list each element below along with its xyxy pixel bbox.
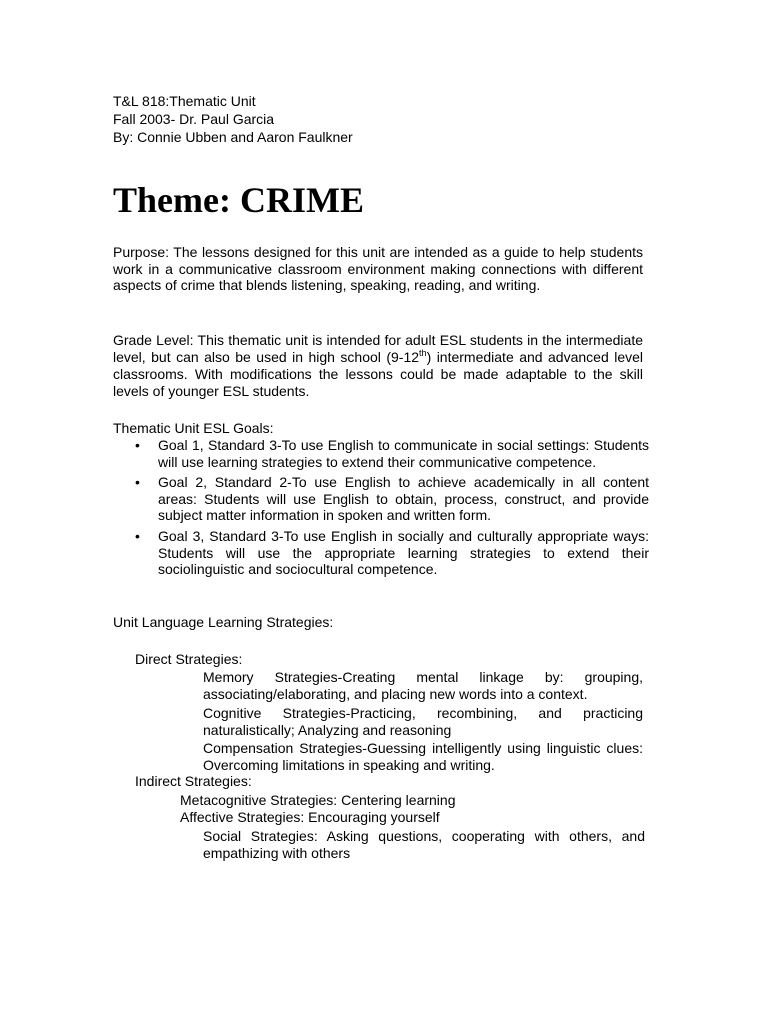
metacognitive-strategies: Metacognitive Strategies: Centering learning: [180, 792, 456, 808]
affective-strategies: Affective Strategies: Encouraging yourself: [180, 809, 440, 825]
term-instructor-line: Fall 2003- Dr. Paul Garcia: [113, 111, 275, 127]
strategies-heading: Unit Language Learning Strategies:: [113, 614, 334, 630]
goal-text: Goal 1, Standard 3-To use English to communicate in social settings: Students will use learning strategies to extend their communicative competence.: [158, 437, 649, 470]
course-line: T&L 818:Thematic Unit: [113, 93, 256, 109]
purpose-paragraph: Purpose: The lessons designed for this unit are intended as a guide to help students work in a communicative classroom environment making connections with different aspects of crime that blends listening, speaking, reading, and writing.: [113, 244, 643, 294]
authors-line: By: Connie Ubben and Aaron Faulkner: [113, 129, 353, 145]
social-strategies: Social Strategies: Asking questions, cooperating with others, and empathizing with others: [203, 828, 645, 861]
bullet-icon: •: [135, 474, 140, 491]
grade-level-text-start: Grade Level: This thematic unit is intended for adult ESL students in the intermediate level, but can also be used in high school (9-12: [113, 332, 643, 365]
indirect-strategies-heading: Indirect Strategies:: [135, 773, 252, 789]
memory-strategies: Memory Strategies-Creating mental linkage by: grouping, associating/elaborating, and placing new words into a context.: [203, 669, 643, 702]
grade-level-superscript: th: [419, 348, 427, 358]
goal-text: Goal 2, Standard 2-To use English to achieve academically in all content areas: Students will use English to obtain, process, construct, and provide subject matter information in spoken and written form.: [158, 474, 649, 524]
grade-level-paragraph: [113, 332, 643, 400]
list-item: [113, 474, 649, 524]
page-title: Theme: CRIME: [113, 180, 364, 220]
compensation-strategies: Compensation Strategies-Guessing intelligently using linguistic clues: Overcoming limitations in speaking and writing.: [203, 740, 643, 773]
bullet-icon: •: [135, 437, 140, 453]
goals-list: [113, 437, 649, 582]
document-header: [113, 92, 353, 146]
cognitive-strategies: Cognitive Strategies-Practicing, recombining, and practicing naturalistically; Analyzing and reasoning: [203, 705, 643, 738]
goals-heading: Thematic Unit ESL Goals:: [113, 420, 274, 436]
goal-text: Goal 3, Standard 3-To use English in socially and culturally appropriate ways: Students will use the appropriate learning strategies to extend their sociolinguistic and sociocultural competence.: [158, 527, 649, 578]
grade-level-text-end: ) intermediate and advanced level classrooms. With modifications the lessons could be made adaptable to the skill levels of younger ESL students.: [113, 349, 643, 399]
list-item: [113, 437, 649, 470]
list-item: [113, 528, 649, 578]
direct-strategies-heading: Direct Strategies:: [135, 651, 243, 667]
bullet-icon: •: [135, 527, 140, 544]
